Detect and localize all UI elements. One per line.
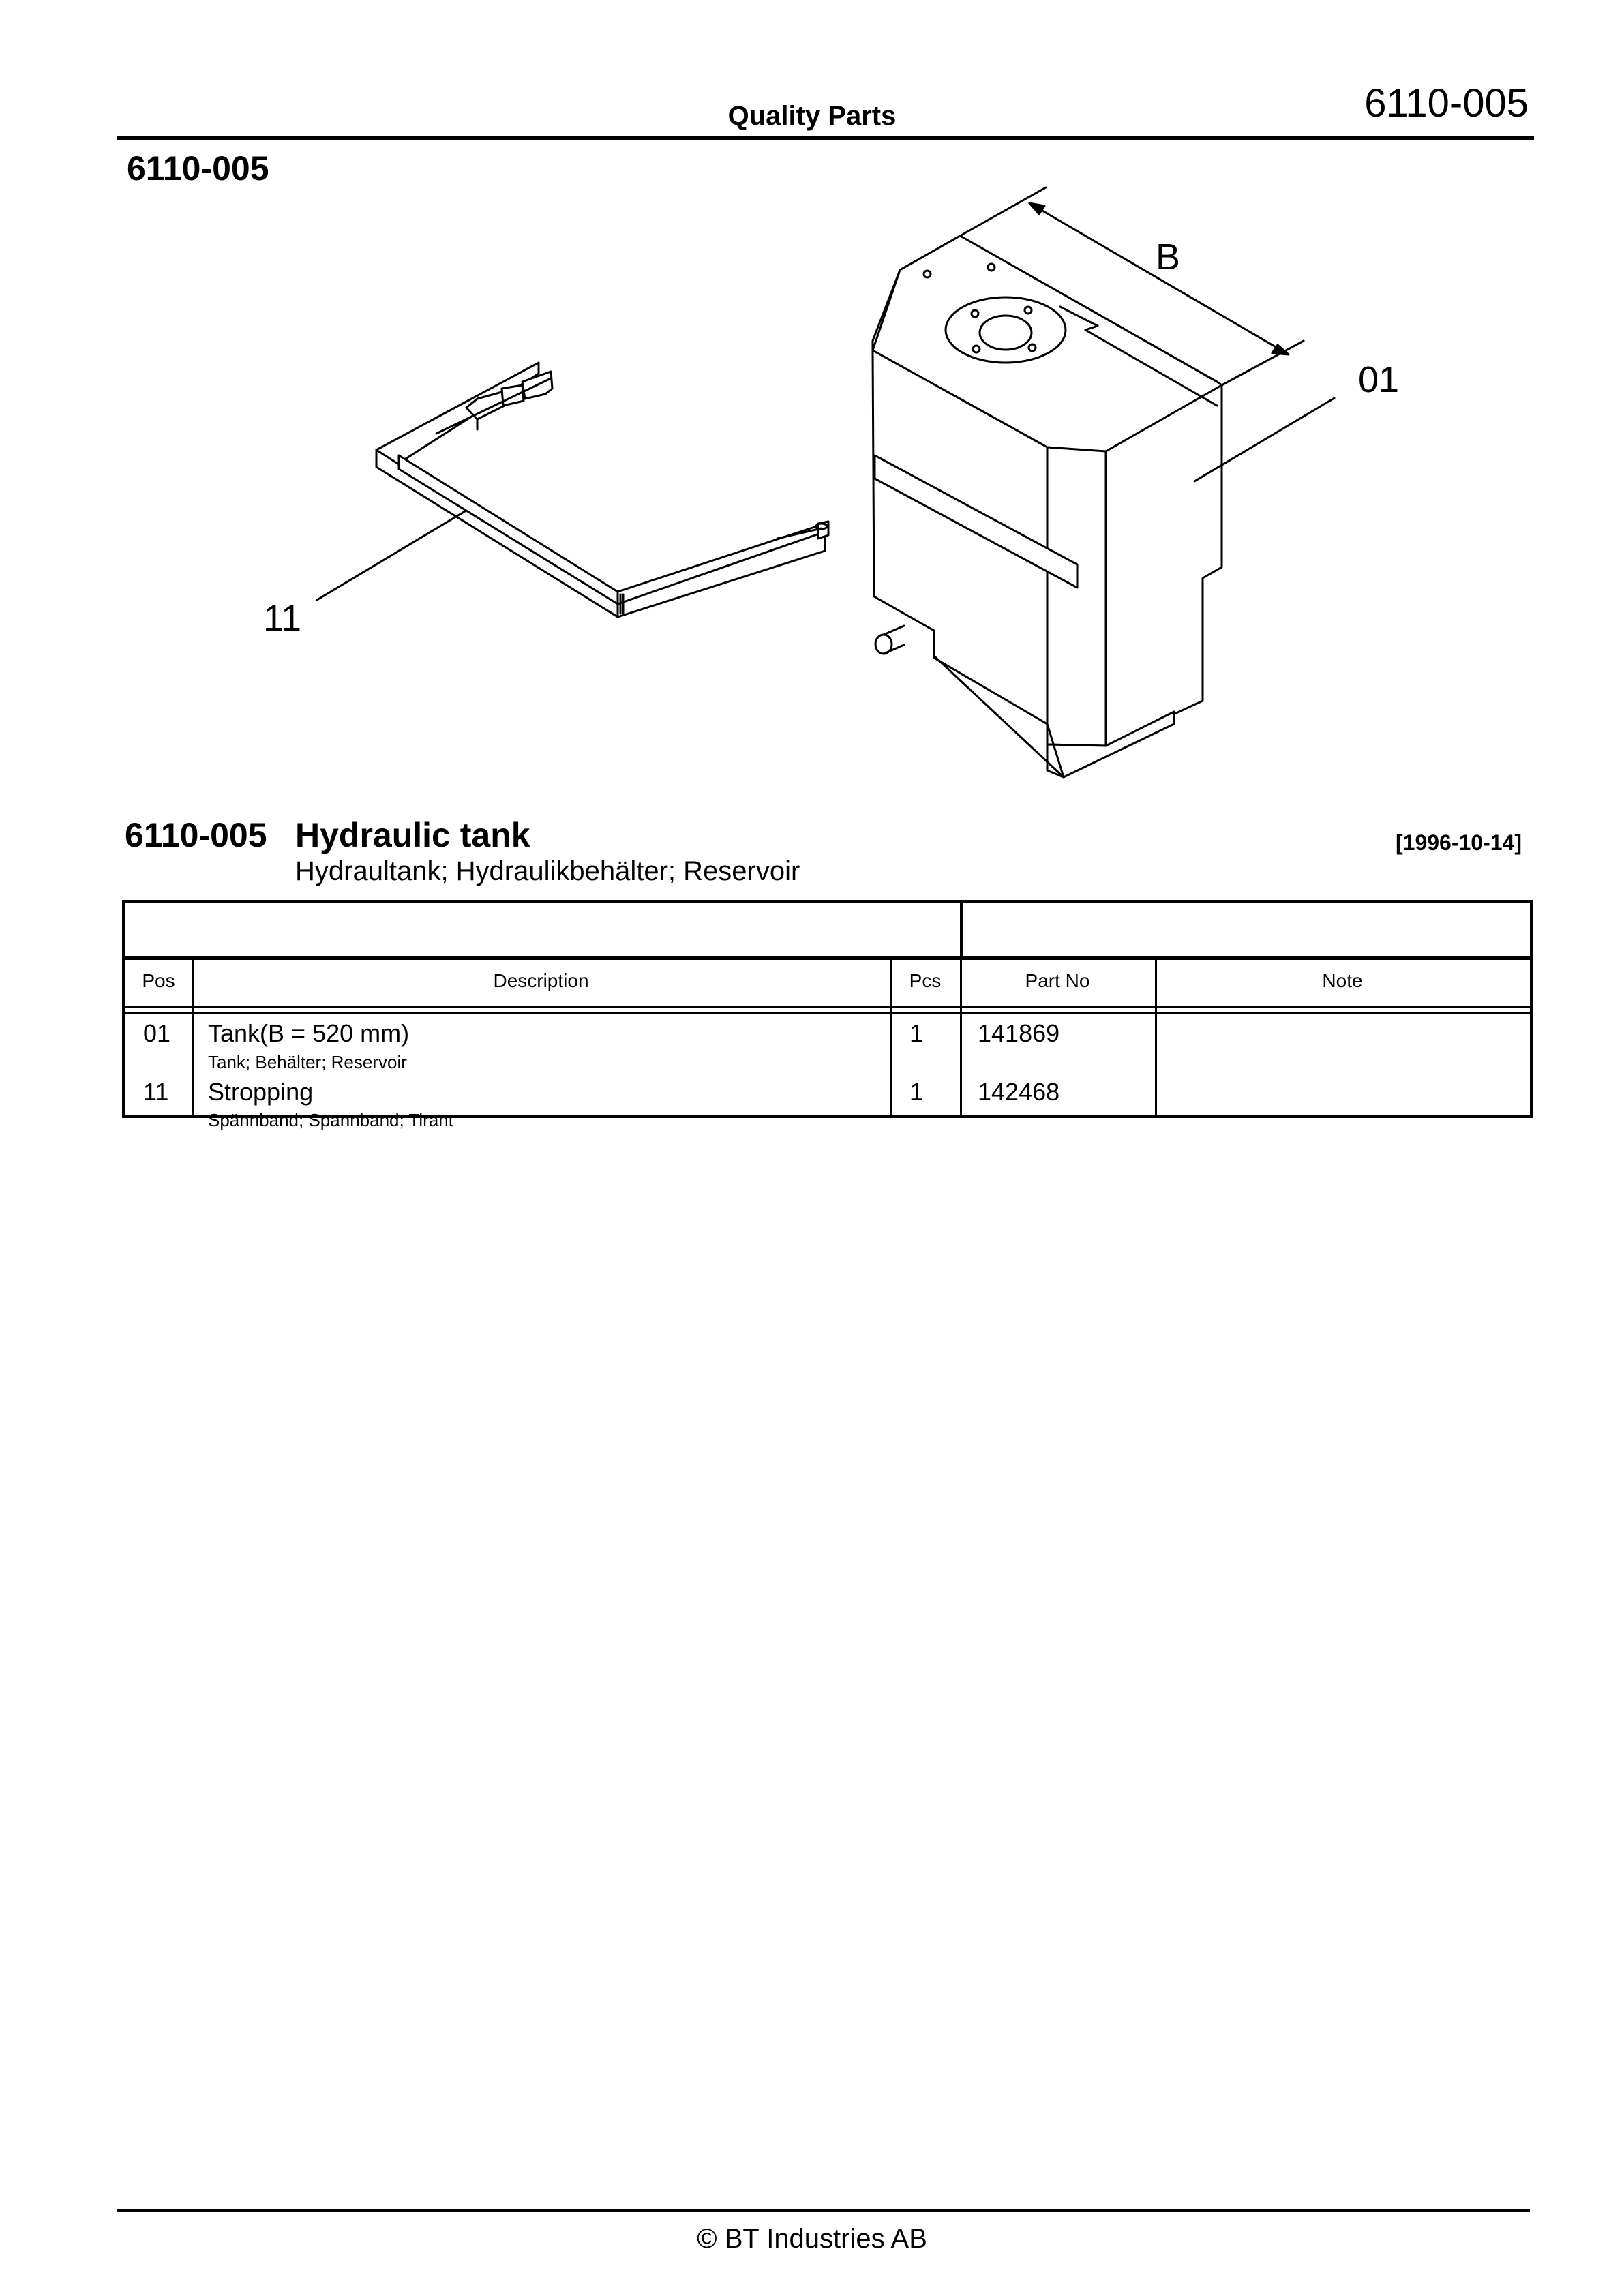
callout-11: 11	[263, 598, 302, 639]
section-date: [1996-10-14]	[1396, 830, 1522, 855]
footer-rule	[117, 2209, 1530, 2212]
section-translations: Hydraultank; Hydraulikbehälter; Reservoir	[295, 856, 800, 886]
row-translations: Tank; Behälter; Reservoir	[208, 1052, 407, 1072]
table-top-band	[125, 903, 1530, 960]
header-underline-1	[125, 1006, 1530, 1008]
row-part-no: 141869	[978, 1019, 1060, 1047]
row-pcs: 1	[909, 1019, 924, 1047]
copyright: © BT Industries AB	[697, 2224, 927, 2254]
tank-illustration	[873, 187, 1334, 777]
callout-b: B	[1156, 237, 1181, 277]
band-divider	[960, 903, 963, 956]
row-pos: 01	[143, 1019, 171, 1047]
header-underline-2	[125, 1012, 1530, 1014]
row-description: Tank(B = 520 mm)	[208, 1019, 410, 1047]
header-title: Quality Parts	[727, 101, 897, 131]
col-header-part-no: Part No	[1025, 970, 1090, 991]
strap-illustration	[317, 363, 828, 617]
exploded-drawing	[0, 0, 1624, 804]
col-header-pcs: Pcs	[909, 970, 942, 991]
group-code: 6110-005	[127, 149, 269, 187]
row-pcs: 1	[909, 1078, 924, 1106]
section-title: Hydraulic tank	[295, 816, 530, 854]
row-pos: 11	[143, 1078, 169, 1106]
col-header-description: Description	[493, 970, 589, 991]
row-translations: Spännband; Spannband; Tirant	[208, 1110, 453, 1130]
section-code: 6110-005	[125, 816, 267, 854]
page-code: 6110-005	[1364, 81, 1529, 125]
col-header-pos: Pos	[142, 970, 175, 991]
col-header-note: Note	[1322, 970, 1363, 991]
parts-table	[122, 900, 1533, 1130]
row-part-no: 142468	[978, 1078, 1060, 1106]
callout-01: 01	[1358, 359, 1400, 400]
row-description: Stropping	[208, 1078, 314, 1106]
